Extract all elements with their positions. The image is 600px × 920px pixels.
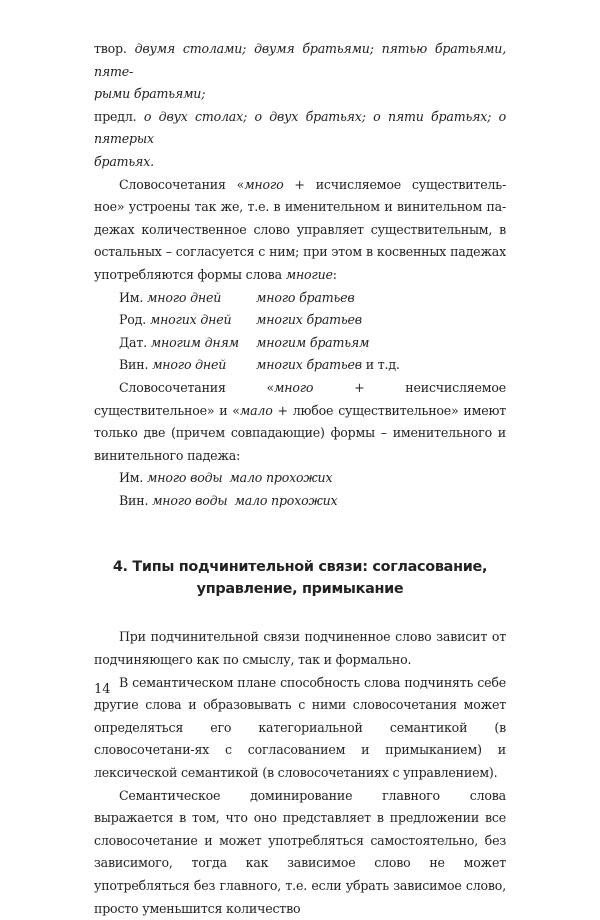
example-word: много [244,176,284,192]
page-content [94,38,506,920]
case-label: предл. [94,108,137,124]
body-paragraph: В семантическом плане способность слова подчинять себе другие слова и образовывать с ними словосочетания может определяться его категориальной семантикой (в словосочетани-ях с согласованием и примыканием) и лексической семантикой (в словосочетаниях с управлением). [94,674,506,781]
case-row: Им. много дней много братьев [119,289,355,305]
case-row: Дат. многим дням многим братьям [119,334,370,350]
case-row: Род. многих дней многих братьев [119,312,362,328]
case-row: Вин. много воды мало прохожих [119,492,338,508]
example-word: много [274,379,314,395]
malo-table [94,467,506,512]
case-table [94,287,506,377]
case-examples: двумя столами; двумя братьями; пятью братьями, пяте- [94,41,506,79]
instrumental-case-line [94,38,506,106]
example-word: мало [239,402,273,418]
page-number: 14 [94,682,111,697]
prepositional-case-line [94,106,506,174]
case-examples-continued: рыми братьями; [94,86,206,102]
case-examples: о двух столах; о двух братьях; о пяти братьях; о пятерых [94,108,506,147]
case-examples-continued: братьях. [94,153,154,169]
section-heading: 4. Типы подчинительной связи: согласование, управление, примыкание [112,559,488,598]
case-row: Вин. много дней многих братьев и т.д. [119,357,400,373]
body-paragraph: Семантическое доминирование главного слова выражается в том, что оно представляет в предложении все словосочетание и может употребляться самостоятельно, без зависимого, тогда как зависимое слово не может употребляться без главного, т.е. если убрать зависимое слово, просто уменьшится количество [94,787,506,916]
body-paragraph: При подчинительной связи подчиненное слово зависит от подчиняющего как по смыслу, так и формально. [94,629,506,668]
paragraph-mnogo: Словосочетания «много + исчисляемое существитель-ное» устроены так же, т.е. в именительном и винительном па-дежах количественное слово управляет существительным, в остальных – согласуется с ним; при этом в косвенных падежах употребляются формы слова многие: [94,176,506,282]
paragraph-malo: Словосочетания «много + неисчисляемое существительное» и «мало + любое существительное» имеют только две (причем совпадающие) формы – именительного и винительного падежа: [94,379,506,463]
case-row: Им. много воды мало прохожих [119,470,333,486]
case-label: твор. [94,41,127,56]
example-word: многие [285,266,333,282]
